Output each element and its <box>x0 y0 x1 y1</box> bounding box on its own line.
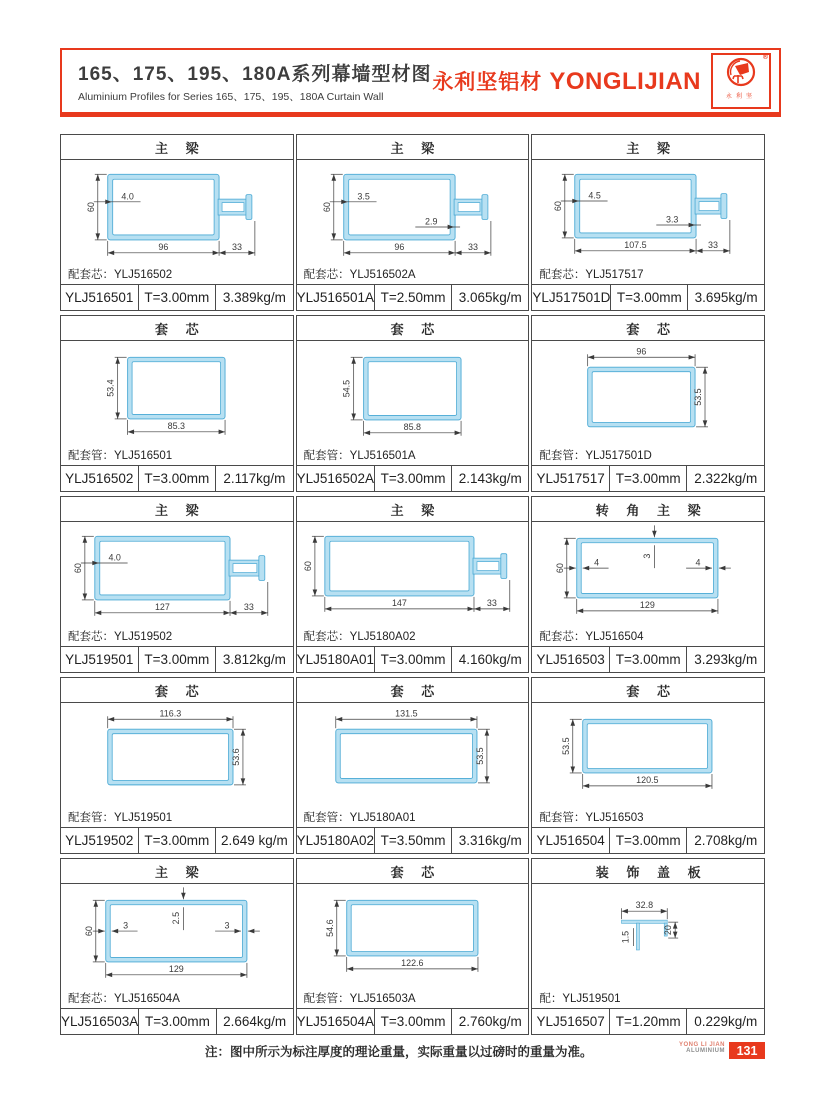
spec-row <box>61 646 293 672</box>
profile-card <box>60 496 294 673</box>
thickness: T=3.00mm <box>139 647 217 672</box>
matching-part-note: 配套芯：YLJ516502 <box>68 269 173 281</box>
model-number: YLJ516504A <box>297 1009 375 1034</box>
spec-row <box>532 284 764 310</box>
thickness: T=3.00mm <box>139 466 217 491</box>
svg-text:60: 60 <box>302 561 313 572</box>
matching-part-note: 配套管：YLJ516501A <box>303 450 416 462</box>
svg-text:53.5: 53.5 <box>693 388 704 406</box>
svg-text:1.5: 1.5 <box>620 930 631 944</box>
profile-card-title: 主 梁 <box>61 135 293 160</box>
svg-text:107.5: 107.5 <box>624 239 647 250</box>
unit-weight: 2.117kg/m <box>223 471 286 486</box>
thickness: T=3.00mm <box>375 466 452 491</box>
svg-text:96: 96 <box>158 241 169 252</box>
svg-text:33: 33 <box>232 241 242 252</box>
spec-row <box>297 1008 529 1034</box>
profile-card-title: 装 饰 盖 板 <box>532 859 764 884</box>
spec-row <box>297 646 529 672</box>
model-number: YLJ516504 <box>532 828 610 853</box>
matching-part-note: 配套管：YLJ519501 <box>68 812 173 824</box>
model-number: YLJ5180A01 <box>297 647 375 672</box>
svg-text:53.5: 53.5 <box>474 747 485 765</box>
matching-part-note: 配套芯：YLJ519502 <box>68 631 173 643</box>
svg-text:96: 96 <box>394 241 405 252</box>
profile-card <box>296 134 530 311</box>
matching-part-note: 配套管：YLJ516503 <box>539 812 644 824</box>
matching-part-note: 配套芯：YLJ517517 <box>539 269 644 281</box>
svg-text:129: 129 <box>640 599 656 610</box>
unit-weight: 3.293kg/m <box>694 652 758 667</box>
profile-card-title: 套 芯 <box>532 678 764 703</box>
footer-brand-line1: YONG LI JIAN <box>678 1042 725 1048</box>
registered-mark: ® <box>762 54 768 61</box>
matching-part-note: 配套芯：YLJ516504 <box>539 631 644 643</box>
unit-weight: 3.065kg/m <box>458 290 522 305</box>
model-number: YLJ5180A02 <box>297 828 375 853</box>
unit-weight: 0.229kg/m <box>694 1014 758 1029</box>
svg-text:122.6: 122.6 <box>400 957 424 968</box>
matching-part-note: 配套芯：YLJ516504A <box>68 993 180 1005</box>
page-number-badge: 131 <box>729 1042 765 1059</box>
spec-row <box>532 827 764 853</box>
svg-text:147: 147 <box>391 597 407 608</box>
svg-text:127: 127 <box>154 601 170 612</box>
svg-text:4: 4 <box>594 557 600 568</box>
spec-row <box>532 646 764 672</box>
thickness: T=3.00mm <box>375 1009 452 1034</box>
spec-row <box>532 1008 764 1034</box>
model-number: YLJ516507 <box>532 1009 610 1034</box>
svg-text:4.0: 4.0 <box>108 552 121 563</box>
profile-drawing-area <box>297 160 529 284</box>
profile-card <box>296 496 530 673</box>
logo-emblem-icon <box>718 55 764 93</box>
svg-text:116.3: 116.3 <box>159 708 182 719</box>
unit-weight: 2.708kg/m <box>694 833 758 848</box>
model-number: YLJ517501D <box>532 285 611 310</box>
thickness: T=3.50mm <box>375 828 452 853</box>
svg-text:3.5: 3.5 <box>357 191 370 202</box>
unit-weight: 2.143kg/m <box>458 471 522 486</box>
profile-drawing-area <box>297 703 529 827</box>
svg-text:2.9: 2.9 <box>424 216 438 227</box>
spec-row <box>297 465 529 491</box>
profile-card-title: 套 芯 <box>532 316 764 341</box>
model-number: YLJ517517 <box>532 466 610 491</box>
unit-weight: 3.695kg/m <box>694 290 758 305</box>
profile-card <box>60 134 294 311</box>
thickness: T=3.00mm <box>139 828 217 853</box>
svg-text:33: 33 <box>708 239 719 250</box>
matching-part-note: 配套管：YLJ5180A01 <box>303 812 416 824</box>
model-number: YLJ516502A <box>297 466 375 491</box>
thickness: T=1.20mm <box>610 1009 688 1034</box>
profile-card <box>531 134 765 311</box>
profile-card-title: 套 芯 <box>297 316 529 341</box>
svg-text:4: 4 <box>695 557 701 568</box>
spec-row <box>61 465 293 491</box>
logo-caption: 永利坚 <box>725 94 756 100</box>
spec-row <box>532 465 764 491</box>
thickness: T=2.50mm <box>375 285 452 310</box>
svg-text:60: 60 <box>83 926 94 937</box>
spec-row <box>297 284 529 310</box>
svg-text:4.0: 4.0 <box>121 191 134 202</box>
matching-part-note: 配套芯：YLJ516502A <box>303 269 416 281</box>
model-number: YLJ516503A <box>61 1009 139 1034</box>
profile-card-title: 套 芯 <box>61 678 293 703</box>
svg-text:4.5: 4.5 <box>588 190 602 201</box>
unit-weight: 3.389kg/m <box>222 290 286 305</box>
spec-row <box>61 827 293 853</box>
model-number: YLJ516501A <box>297 285 375 310</box>
profile-drawing-area <box>61 341 293 465</box>
svg-text:33: 33 <box>486 597 497 608</box>
profile-card-title: 主 梁 <box>61 497 293 522</box>
svg-text:85.3: 85.3 <box>167 420 186 431</box>
profile-drawing-area <box>61 160 293 284</box>
page-title: 165、175、195、180A系列幕墙型材图 <box>78 63 432 85</box>
spec-row <box>61 284 293 310</box>
svg-text:53.5: 53.5 <box>561 737 572 755</box>
profile-card <box>531 858 765 1035</box>
profile-card <box>531 496 765 673</box>
profile-drawing-area <box>61 522 293 646</box>
svg-text:54.5: 54.5 <box>341 379 352 398</box>
spec-row <box>61 1008 293 1034</box>
thickness: T=3.00mm <box>610 466 688 491</box>
unit-weight: 2.760kg/m <box>458 1014 522 1029</box>
svg-text:3: 3 <box>642 553 653 559</box>
model-number: YLJ519502 <box>61 828 139 853</box>
profile-card <box>60 315 294 492</box>
footer-brand <box>679 1042 725 1055</box>
matching-part-note: 配套芯：YLJ5180A02 <box>303 631 416 643</box>
profile-drawing-area <box>61 703 293 827</box>
footer-note: 注：图中所示为标注厚度的理论重量，实际重量以过磅时的重量为准。 <box>205 1045 593 1059</box>
model-number: YLJ516503 <box>532 647 610 672</box>
brand-wordmark <box>432 66 701 96</box>
profile-drawing-area <box>297 884 529 1008</box>
svg-text:96: 96 <box>636 346 647 357</box>
profile-card-title: 转 角 主 梁 <box>532 497 764 522</box>
profile-card-title: 主 梁 <box>61 859 293 884</box>
page-subtitle: Aluminium Profiles for Series 165、175、195、180A Curtain Wall <box>78 90 384 103</box>
matching-part-note: 配套管：YLJ516503A <box>303 993 416 1005</box>
thickness: T=3.00mm <box>375 647 452 672</box>
svg-text:33: 33 <box>467 241 478 252</box>
profile-drawing-area <box>532 341 764 465</box>
svg-text:129: 129 <box>168 963 184 974</box>
brand-logo <box>711 53 771 109</box>
svg-text:33: 33 <box>243 601 254 612</box>
thickness: T=3.00mm <box>139 285 217 310</box>
profile-drawing-area <box>532 160 764 284</box>
profile-card <box>296 315 530 492</box>
svg-text:60: 60 <box>321 202 332 213</box>
profile-card-title: 套 芯 <box>61 316 293 341</box>
profile-card <box>60 677 294 854</box>
profile-card-title: 主 梁 <box>297 497 529 522</box>
svg-text:53.6: 53.6 <box>230 748 241 766</box>
page-header <box>60 48 781 117</box>
profile-drawing-area <box>61 884 293 1008</box>
svg-text:131.5: 131.5 <box>394 708 418 719</box>
thickness: T=3.00mm <box>610 647 688 672</box>
svg-text:3: 3 <box>123 920 129 931</box>
brand-name-en: YONGLIJIAN <box>549 68 701 95</box>
matching-part-note: 配：YLJ519501 <box>539 993 621 1005</box>
profile-card-title: 主 梁 <box>297 135 529 160</box>
profile-card <box>296 677 530 854</box>
svg-text:3: 3 <box>224 920 230 931</box>
unit-weight: 3.316kg/m <box>458 833 522 848</box>
unit-weight: 2.322kg/m <box>694 471 758 486</box>
profile-card-title: 套 芯 <box>297 859 529 884</box>
profile-card-title: 套 芯 <box>297 678 529 703</box>
profile-card <box>60 858 294 1035</box>
profile-drawing-area <box>532 703 764 827</box>
svg-text:60: 60 <box>553 201 564 212</box>
unit-weight: 2.664kg/m <box>223 1014 287 1029</box>
svg-text:54.6: 54.6 <box>324 919 335 937</box>
profile-drawing-area <box>297 341 529 465</box>
thickness: T=3.00mm <box>139 1009 216 1034</box>
svg-text:20: 20 <box>663 925 674 936</box>
profile-drawing-area <box>532 522 764 646</box>
svg-text:60: 60 <box>555 563 566 574</box>
spec-row <box>297 827 529 853</box>
profile-card <box>531 677 765 854</box>
unit-weight: 3.812kg/m <box>222 652 286 667</box>
svg-text:32.8: 32.8 <box>635 900 654 911</box>
svg-text:60: 60 <box>85 202 96 213</box>
svg-text:60: 60 <box>72 563 83 574</box>
matching-part-note: 配套管：YLJ517501D <box>539 450 652 462</box>
footer-brand-line2: ALUMINIUM <box>686 1048 725 1055</box>
svg-text:53.4: 53.4 <box>105 379 116 397</box>
model-number: YLJ516502 <box>61 466 139 491</box>
thickness: T=3.00mm <box>610 828 688 853</box>
unit-weight: 4.160kg/m <box>458 652 522 667</box>
model-number: YLJ516501 <box>61 285 139 310</box>
profile-card <box>531 315 765 492</box>
profile-grid <box>60 134 765 1035</box>
svg-text:2.5: 2.5 <box>170 911 181 925</box>
svg-text:3.3: 3.3 <box>666 214 679 225</box>
thickness: T=3.00mm <box>611 285 688 310</box>
title-block <box>70 59 432 104</box>
profile-drawing-area <box>532 884 764 1008</box>
unit-weight: 2.649 kg/m <box>220 833 288 848</box>
page-footer <box>60 1042 765 1060</box>
svg-text:120.5: 120.5 <box>636 774 659 785</box>
svg-text:85.8: 85.8 <box>403 421 421 432</box>
profile-card <box>296 858 530 1035</box>
profile-drawing-area <box>297 522 529 646</box>
profile-card-title: 主 梁 <box>532 135 764 160</box>
matching-part-note: 配套管：YLJ516501 <box>68 450 173 462</box>
brand-name-cn: 永利坚铝材 <box>432 71 543 94</box>
model-number: YLJ519501 <box>61 647 139 672</box>
